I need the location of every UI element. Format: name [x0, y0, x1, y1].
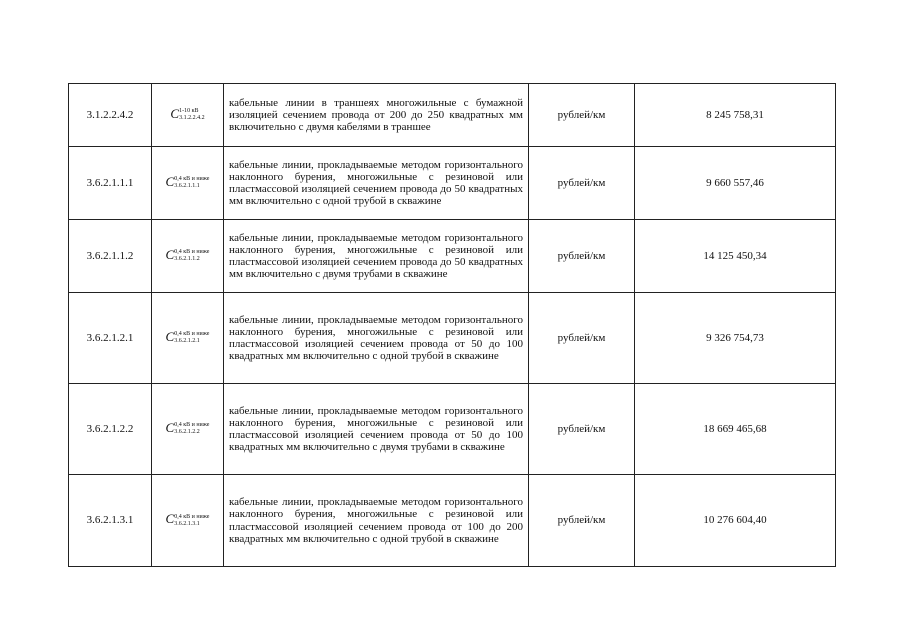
symbol-superscript: 0,4 кВ и ниже	[174, 331, 210, 338]
item-code: 3.6.2.1.1.1	[69, 147, 152, 220]
symbol-letter: C	[165, 511, 175, 527]
item-code: 3.6.2.1.2.2	[69, 384, 152, 475]
table-row	[69, 147, 836, 220]
rate-symbol	[152, 220, 224, 293]
table-row	[69, 84, 836, 147]
symbol-subscript: 3.6.2.1.3.1	[174, 520, 200, 527]
symbol-superscript: 0,4 кВ и ниже	[174, 513, 210, 520]
table-row	[69, 384, 836, 475]
symbol-superscript: 0,4 кВ и ниже	[174, 249, 210, 256]
symbol-subscript: 3.1.2.2.4.2	[179, 115, 205, 122]
unit: рублей/км	[529, 293, 635, 384]
unit: рублей/км	[529, 84, 635, 147]
item-description: кабельные линии, прокладываемые методом горизонтального наклонного бурения, многожильные с резиновой или пластмассовой изоляцией сечением провода до 50 квадратных мм включительно с двумя трубами в скважине	[224, 220, 529, 293]
symbol-superscript: 0,4 кВ и ниже	[174, 422, 210, 429]
rate-value: 9 660 557,46	[635, 147, 836, 220]
unit: рублей/км	[529, 147, 635, 220]
rate-symbol	[152, 475, 224, 567]
symbol-letter: C	[165, 173, 175, 189]
table-row	[69, 293, 836, 384]
rate-value: 10 276 604,40	[635, 475, 836, 567]
symbol-superscript: 0,4 кВ и ниже	[174, 176, 210, 183]
symbol-subscript: 3.6.2.1.1.1	[174, 183, 200, 190]
item-code: 3.6.2.1.2.1	[69, 293, 152, 384]
rate-symbol	[152, 84, 224, 147]
unit: рублей/км	[529, 384, 635, 475]
rate-value: 8 245 758,31	[635, 84, 836, 147]
symbol-subscript: 3.6.2.1.1.2	[174, 256, 200, 263]
symbol-subscript: 3.6.2.1.2.2	[174, 429, 200, 436]
item-description: кабельные линии в траншеях многожильные с бумажной изоляцией сечением провода от 200 до 250 квадратных мм включительно с двумя кабелями в траншее	[224, 84, 529, 147]
table-row	[69, 475, 836, 567]
table-row	[69, 220, 836, 293]
rates-table	[68, 83, 836, 567]
rate-value: 14 125 450,34	[635, 220, 836, 293]
item-code: 3.6.2.1.3.1	[69, 475, 152, 567]
item-description: кабельные линии, прокладываемые методом горизонтального наклонного бурения, многожильные с резиновой или пластмассовой изоляцией сечением провода от 100 до 200 квадратных мм включительно с одной трубой в скважине	[224, 475, 529, 567]
unit: рублей/км	[529, 220, 635, 293]
item-code: 3.1.2.2.4.2	[69, 84, 152, 147]
unit: рублей/км	[529, 475, 635, 567]
rate-symbol	[152, 147, 224, 220]
symbol-subscript: 3.6.2.1.2.1	[174, 338, 200, 345]
rate-symbol	[152, 293, 224, 384]
rate-symbol	[152, 384, 224, 475]
symbol-letter: C	[165, 419, 175, 435]
item-description: кабельные линии, прокладываемые методом горизонтального наклонного бурения, многожильные с резиновой или пластмассовой изоляцией сечением провода до 50 квадратных мм включительно с одной трубой в скважине	[224, 147, 529, 220]
item-code: 3.6.2.1.1.2	[69, 220, 152, 293]
rate-value: 9 326 754,73	[635, 293, 836, 384]
symbol-letter: C	[170, 105, 180, 121]
item-description: кабельные линии, прокладываемые методом горизонтального наклонного бурения, многожильные с резиновой или пластмассовой изоляцией сечением провода от 50 до 100 квадратных мм включительно с одной трубой в скважине	[224, 293, 529, 384]
symbol-superscript: 1-10 кВ	[179, 108, 199, 115]
symbol-letter: C	[165, 328, 175, 344]
rate-value: 18 669 465,68	[635, 384, 836, 475]
item-description: кабельные линии, прокладываемые методом горизонтального наклонного бурения, многожильные с резиновой или пластмассовой изоляцией сечением провода от 50 до 100 квадратных мм включительно с двумя трубами в скважине	[224, 384, 529, 475]
symbol-letter: C	[165, 246, 175, 262]
